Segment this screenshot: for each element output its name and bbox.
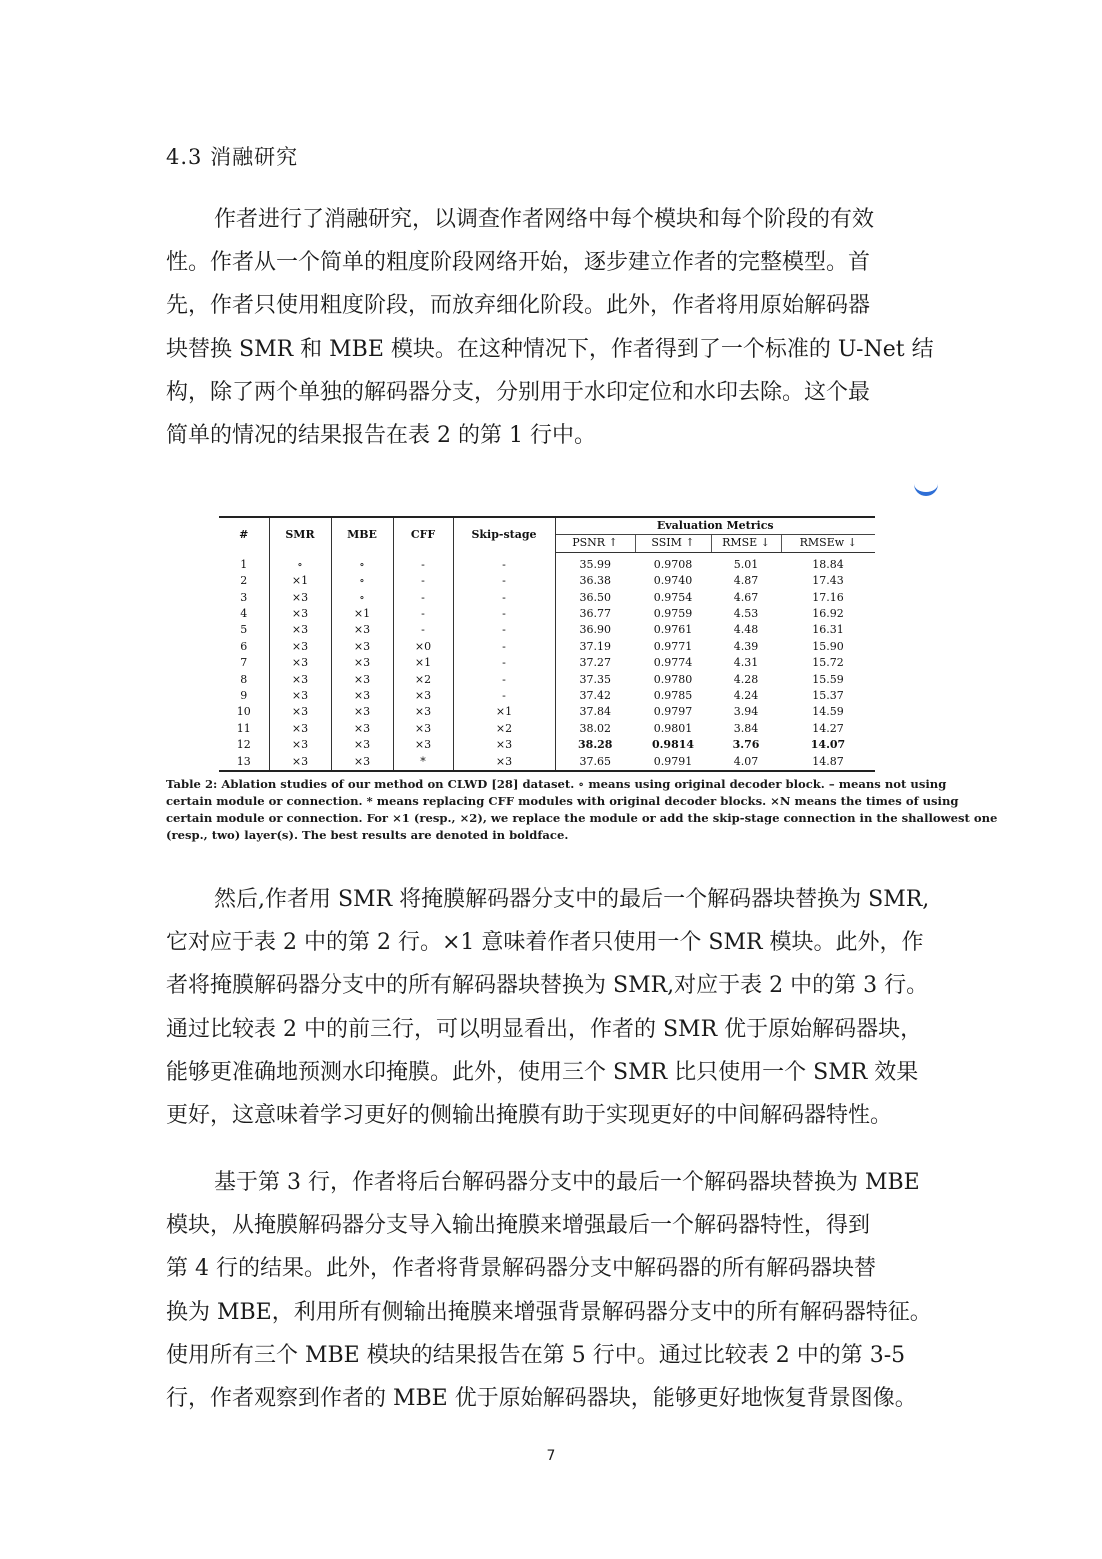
blue-arc-mark [914, 478, 938, 496]
paragraph-mbe [166, 1161, 946, 1420]
col-header-mbe: MBE [331, 517, 393, 552]
cell-psnr: 37.19 [579, 639, 611, 653]
cell-rmsew: 15.59 [812, 672, 844, 686]
cell-rmsew: 14.87 [812, 754, 844, 768]
cell-rmsew: 14.27 [812, 721, 844, 735]
table-row [219, 672, 875, 688]
paragraph-line: 基于第 3 行，作者将后台解码器分支中的最后一个解码器块替换为 MBE [214, 1170, 920, 1195]
cell-num: 2 [219, 573, 269, 589]
cell-cff: - [393, 606, 453, 622]
cell-smr: ×3 [269, 655, 331, 671]
paragraph-line: 构，除了两个单独的解码器分支，分别用于水印定位和水印去除。这个最 [166, 379, 871, 405]
cell-num: 3 [219, 590, 269, 606]
table-row [219, 754, 875, 771]
paragraph-line: 块替换 SMR 和 MBE 模块。在这种情况下，作者得到了一个标准的 U-Net 结 [166, 336, 934, 362]
cell-smr: ×3 [269, 721, 331, 737]
cell-cff: - [393, 622, 453, 638]
cell-smr: ×3 [269, 622, 331, 638]
cell-skip: - [453, 552, 555, 573]
cell-mbe: ×1 [331, 606, 393, 622]
cell-smr: ∘ [269, 552, 331, 573]
cell-psnr: 37.84 [579, 705, 611, 719]
paragraph-line: 更好，这意味着学习更好的侧输出掩膜有助于实现更好的中间解码器特性。 [166, 1102, 893, 1128]
cell-num: 1 [219, 552, 269, 573]
cell-ssim: 0.9761 [653, 623, 693, 637]
paragraph-line: 能够更准确地预测水印掩膜。此外，使用三个 SMR 比只使用一个 SMR 效果 [166, 1059, 919, 1085]
paragraph-line: 行，作者观察到作者的 MBE 优于原始解码器块，能够更好地恢复背景图像。 [166, 1385, 917, 1411]
cell-rmsew: 17.43 [812, 574, 844, 588]
paragraph-line: 简单的情况的结果报告在表 2 的第 1 行中。 [166, 422, 596, 448]
table-row [219, 622, 875, 638]
cell-psnr: 38.28 [578, 738, 613, 752]
paragraph-line: 作者进行了消融研究，以调查作者网络中每个模块和每个阶段的有效 [214, 207, 875, 232]
cell-rmse: 3.76 [732, 738, 760, 752]
cell-num: 6 [219, 639, 269, 655]
table-row [219, 688, 875, 704]
cell-mbe: ×3 [331, 688, 393, 704]
caption-line: (resp., two) layer(s). The best results are denoted in boldface. [166, 828, 569, 842]
cell-mbe: ×3 [331, 622, 393, 638]
cell-rmse: 4.67 [733, 590, 759, 604]
cell-ssim: 0.9708 [653, 557, 693, 571]
cell-psnr: 35.99 [579, 557, 611, 571]
cell-ssim: 0.9785 [653, 689, 693, 703]
cell-rmsew: 15.37 [812, 689, 844, 703]
cell-mbe: ∘ [331, 573, 393, 589]
cell-num: 7 [219, 655, 269, 671]
cell-rmse: 4.53 [733, 607, 759, 621]
cell-smr: ×3 [269, 754, 331, 771]
cell-num: 11 [219, 721, 269, 737]
col-header-psnr: PSNR ↑ [555, 535, 635, 552]
cell-mbe: ∘ [331, 552, 393, 573]
cell-ssim: 0.9754 [653, 590, 693, 604]
table-row [219, 704, 875, 720]
cell-smr: ×3 [269, 639, 331, 655]
cell-cff: ×3 [393, 721, 453, 737]
ablation-table [219, 516, 875, 772]
cell-psnr: 36.90 [579, 623, 611, 637]
col-header-skip-stage: Skip-stage [453, 517, 555, 552]
cell-rmse: 4.39 [733, 639, 759, 653]
cell-rmsew: 15.90 [812, 639, 844, 653]
cell-skip: ×3 [453, 737, 555, 753]
cell-mbe: ×3 [331, 737, 393, 753]
cell-skip: - [453, 639, 555, 655]
cell-mbe: ×3 [331, 704, 393, 720]
table-row [219, 590, 875, 606]
paragraph-line: 者将掩膜解码器分支中的所有解码器块替换为 SMR,对应于表 2 中的第 3 行。 [166, 973, 929, 999]
paragraph-line: 先，作者只使用粗度阶段，而放弃细化阶段。此外，作者将用原始解码器 [166, 293, 871, 319]
cell-ssim: 0.9801 [653, 721, 693, 735]
cell-rmsew: 14.59 [812, 705, 844, 719]
cell-skip: - [453, 590, 555, 606]
cell-num: 13 [219, 754, 269, 771]
cell-mbe: ×3 [331, 639, 393, 655]
cell-psnr: 36.38 [579, 574, 611, 588]
cell-rmsew: 18.84 [812, 557, 844, 571]
cell-rmsew: 14.07 [810, 738, 846, 752]
section-heading: 4.3 消融研究 [166, 145, 299, 169]
cell-psnr: 37.27 [579, 656, 611, 670]
table-row [219, 737, 875, 753]
cell-mbe: ×3 [331, 655, 393, 671]
cell-ssim: 0.9771 [653, 639, 693, 653]
cell-mbe: ×3 [331, 721, 393, 737]
paragraph-line: 它对应于表 2 中的第 2 行。×1 意味着作者只使用一个 SMR 模块。此外，作 [166, 930, 924, 956]
cell-rmse: 4.48 [733, 623, 759, 637]
cell-ssim: 0.9791 [653, 754, 693, 768]
cell-cff: ×2 [393, 672, 453, 688]
cell-cff: ×0 [393, 639, 453, 655]
ablation-table-figure [219, 516, 875, 772]
col-header-evaluation-metrics: Evaluation Metrics [555, 517, 875, 535]
cell-psnr: 37.42 [579, 689, 611, 703]
cell-cff: * [393, 754, 453, 771]
paragraph-intro [166, 198, 946, 457]
cell-skip: ×1 [453, 704, 555, 720]
caption-line: Table 2: Ablation studies of our method on CLWD [28] dataset. ∘ means using original decoder block. – means not using [166, 777, 947, 791]
cell-skip: - [453, 688, 555, 704]
caption-line: certain module or connection. * means replacing CFF modules with original decoder blocks. ×N means the times of using [166, 794, 959, 808]
paragraph-line: 通过比较表 2 中的前三行，可以明显看出，作者的 SMR 优于原始解码器块， [166, 1016, 923, 1042]
cell-smr: ×3 [269, 606, 331, 622]
paragraph-line: 换为 MBE，利用所有侧输出掩膜来增强背景解码器分支中的所有解码器特征。 [166, 1299, 932, 1325]
cell-num: 9 [219, 688, 269, 704]
cell-skip: - [453, 606, 555, 622]
cell-mbe: ×3 [331, 672, 393, 688]
paragraph-line: 使用所有三个 MBE 模块的结果报告在第 5 行中。通过比较表 2 中的第 3-5 [166, 1342, 906, 1368]
cell-rmse: 4.24 [733, 689, 759, 703]
cell-smr: ×3 [269, 672, 331, 688]
cell-rmse: 3.84 [733, 721, 759, 735]
paragraph-line: 然后,作者用 SMR 将掩膜解码器分支中的最后一个解码器块替换为 SMR, [214, 887, 930, 912]
cell-num: 10 [219, 704, 269, 720]
cell-psnr: 36.77 [579, 607, 611, 621]
cell-psnr: 37.65 [579, 754, 611, 768]
cell-psnr: 36.50 [579, 590, 611, 604]
cell-rmsew: 16.31 [812, 623, 844, 637]
table-caption [166, 776, 998, 844]
cell-cff: - [393, 590, 453, 606]
cell-smr: ×3 [269, 737, 331, 753]
cell-ssim: 0.9814 [651, 738, 695, 752]
cell-psnr: 38.02 [579, 721, 611, 735]
cell-skip: ×2 [453, 721, 555, 737]
cell-psnr: 37.35 [579, 672, 611, 686]
cell-num: 12 [219, 737, 269, 753]
table-row [219, 606, 875, 622]
cell-ssim: 0.9797 [653, 705, 693, 719]
cell-skip: - [453, 672, 555, 688]
col-header-ssim: SSIM ↑ [635, 535, 711, 552]
cell-rmse: 4.87 [733, 574, 759, 588]
cell-smr: ×1 [269, 573, 331, 589]
table-row [219, 721, 875, 737]
table-row [219, 655, 875, 671]
cell-mbe: ×3 [331, 754, 393, 771]
cell-cff: ×3 [393, 704, 453, 720]
col-header-rmse: RMSE ↓ [711, 535, 781, 552]
cell-skip: ×3 [453, 754, 555, 771]
col-header-rmsew: RMSEw ↓ [781, 535, 875, 552]
cell-ssim: 0.9774 [653, 656, 693, 670]
cell-ssim: 0.9780 [653, 672, 693, 686]
cell-rmse: 5.01 [733, 557, 759, 571]
cell-rmse: 4.07 [733, 754, 759, 768]
cell-skip: - [453, 573, 555, 589]
table-row [219, 639, 875, 655]
caption-line: certain module or connection. For ×1 (resp., ×2), we replace the module or add the skip-stage connection in the shallowest one [166, 811, 998, 825]
table-row [219, 552, 875, 573]
paragraph-line: 模块，从掩膜解码器分支导入输出掩膜来增强最后一个解码器特性，得到 [166, 1213, 871, 1239]
cell-rmsew: 17.16 [812, 590, 844, 604]
page-number: 7 [546, 1448, 556, 1464]
cell-num: 8 [219, 672, 269, 688]
cell-cff: ×1 [393, 655, 453, 671]
cell-smr: ×3 [269, 590, 331, 606]
cell-cff: ×3 [393, 688, 453, 704]
paragraph-smr [166, 878, 946, 1137]
paragraph-line: 性。作者从一个简单的粗度阶段网络开始，逐步建立作者的完整模型。首 [166, 250, 871, 276]
cell-rmse: 3.94 [733, 705, 759, 719]
cell-rmsew: 16.92 [812, 607, 844, 621]
cell-skip: - [453, 655, 555, 671]
cell-smr: ×3 [269, 688, 331, 704]
cell-num: 4 [219, 606, 269, 622]
paragraph-line: 第 4 行的结果。此外，作者将背景解码器分支中解码器的所有解码器块替 [166, 1256, 876, 1282]
cell-num: 5 [219, 622, 269, 638]
cell-cff: - [393, 573, 453, 589]
cell-ssim: 0.9740 [653, 574, 693, 588]
col-header-smr: SMR [269, 517, 331, 552]
cell-rmse: 4.31 [733, 656, 759, 670]
cell-rmse: 4.28 [733, 672, 759, 686]
cell-ssim: 0.9759 [653, 607, 693, 621]
col-header-num: # [219, 517, 269, 552]
cell-mbe: ∘ [331, 590, 393, 606]
col-header-cff: CFF [393, 517, 453, 552]
table-row [219, 573, 875, 589]
cell-cff: - [393, 552, 453, 573]
cell-smr: ×3 [269, 704, 331, 720]
cell-skip: - [453, 622, 555, 638]
cell-cff: ×3 [393, 737, 453, 753]
cell-rmsew: 15.72 [812, 656, 844, 670]
